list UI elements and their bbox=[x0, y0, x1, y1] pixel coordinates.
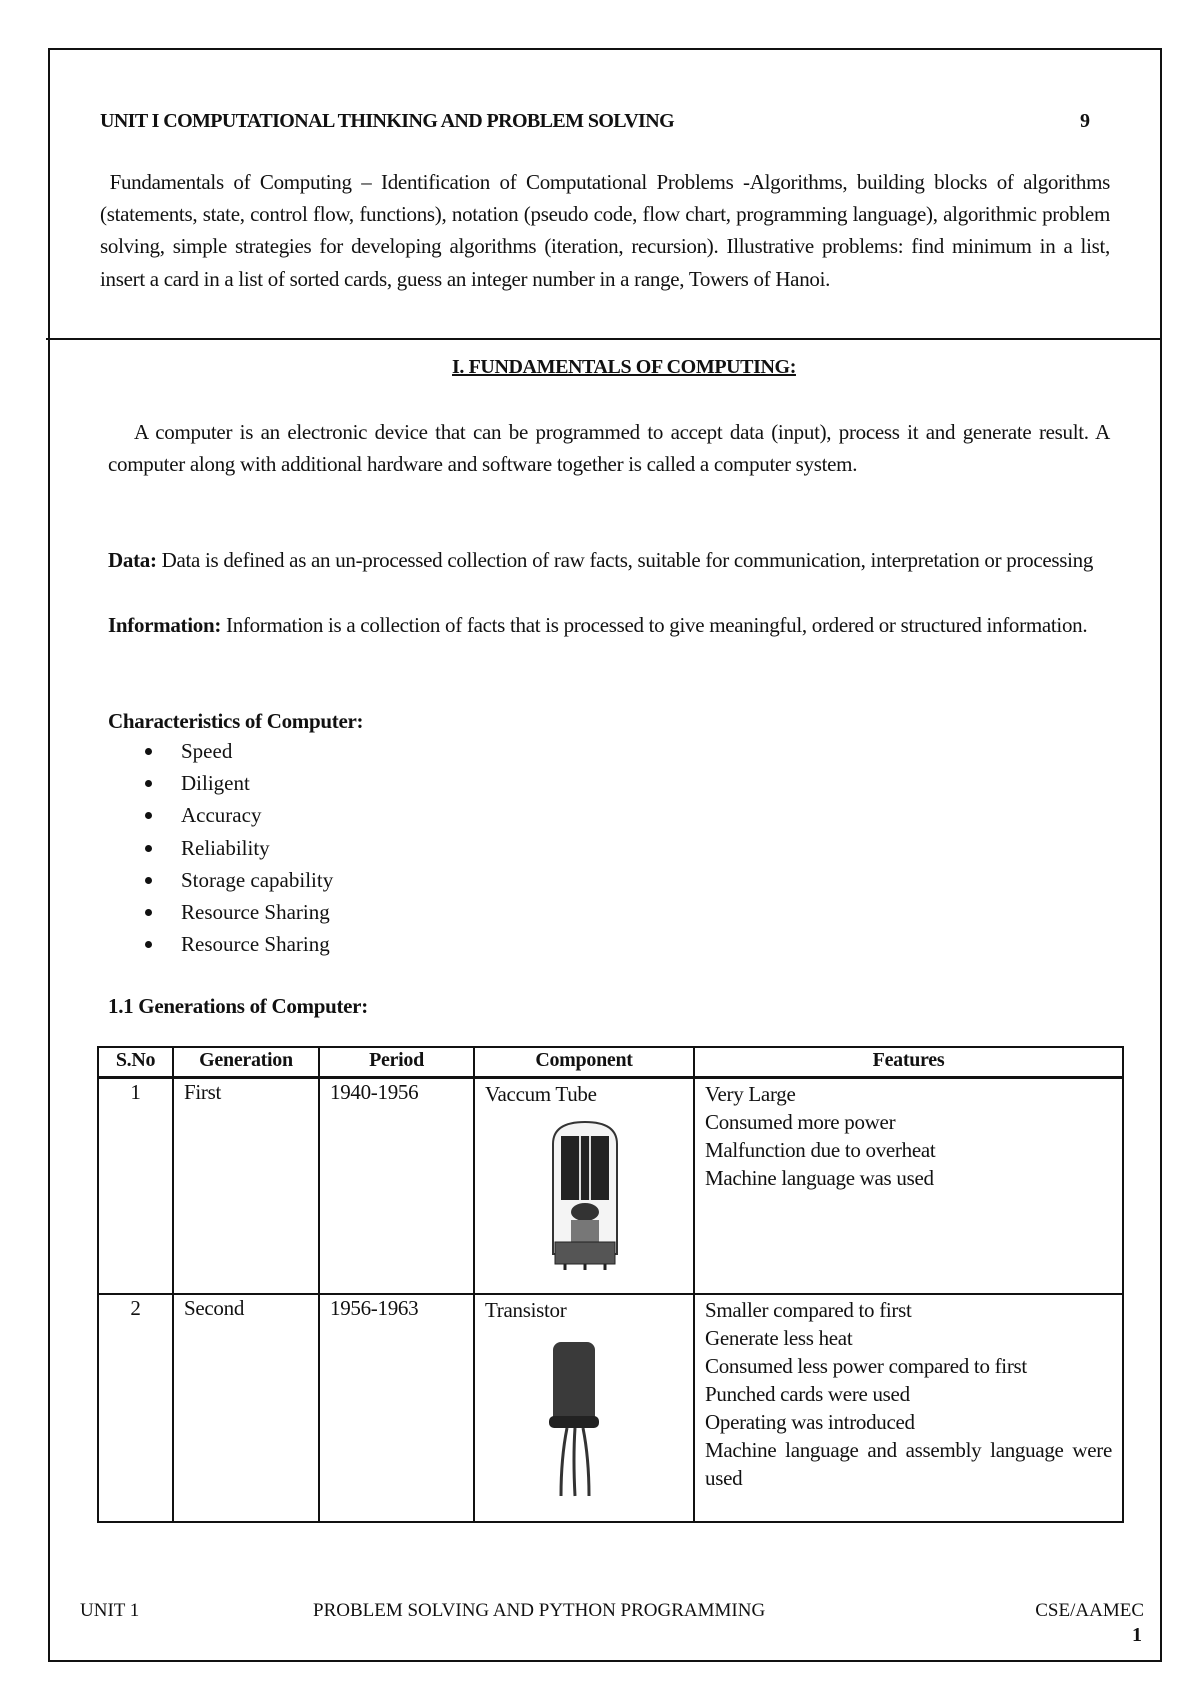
cell-features bbox=[694, 1078, 1123, 1294]
feature-line: Smaller compared to first bbox=[705, 1297, 912, 1322]
syllabus-text: Fundamentals of Computing – Identification of Computational Problems -Algorithms, building blocks of algorithms (statements, state, control flow, functions), notation (pseudo code, flow chart, programming language), algorithmic problem solving, simple strategies for developing algorithms (iteration, recursion). Illustrative problems: find minimum in a list, insert a card in a list of sorted cards, guess an integer number in a range, Towers of Hanoi. bbox=[100, 170, 1111, 291]
header-divider bbox=[46, 338, 1162, 340]
list-item: Resource Sharing bbox=[145, 896, 333, 928]
feature-line: Consumed less power compared to first bbox=[705, 1353, 1027, 1378]
component-name: Transistor bbox=[485, 1297, 567, 1322]
list-item: Accuracy bbox=[145, 799, 333, 831]
characteristics-list bbox=[145, 735, 333, 960]
cell-component bbox=[474, 1078, 694, 1294]
characteristics-heading: Characteristics of Computer: bbox=[108, 709, 364, 733]
information-text: Information is a collection of facts that is processed to give meaningful, ordered or structured information. bbox=[221, 613, 1088, 637]
unit-title: UNIT I COMPUTATIONAL THINKING AND PROBLEM SOLVING bbox=[100, 110, 675, 132]
cell-period: 1940-1956 bbox=[319, 1078, 474, 1294]
vacuum-tube-image bbox=[525, 1114, 645, 1274]
column-header: Period bbox=[319, 1047, 474, 1078]
data-label: Data: bbox=[108, 548, 157, 572]
data-text: Data is defined as an un-processed collection of raw facts, suitable for communication, interpretation or processing bbox=[156, 548, 1094, 572]
cell-generation: Second bbox=[173, 1294, 319, 1522]
generations-table bbox=[97, 1046, 1124, 1523]
feature-line: Operating was introduced bbox=[705, 1409, 915, 1434]
intro-paragraph: A computer is an electronic device that can be programmed to accept data (input), process it and generate result. A computer along with additional hardware and software together is called a computer system. bbox=[108, 420, 1110, 476]
unit-hours: 9 bbox=[1080, 110, 1090, 132]
cell-period: 1956-1963 bbox=[319, 1294, 474, 1522]
information-definition bbox=[108, 609, 1110, 641]
column-header: Generation bbox=[173, 1047, 319, 1078]
information-label: Information: bbox=[108, 613, 222, 637]
generations-heading: 1.1 Generations of Computer: bbox=[108, 994, 368, 1018]
component-name: Vaccum Tube bbox=[485, 1082, 597, 1106]
footer-unit: UNIT 1 bbox=[80, 1600, 140, 1621]
feature-line: Machine language and assembly language were used bbox=[705, 1437, 1112, 1490]
table-header-row bbox=[98, 1047, 1123, 1078]
list-item: Diligent bbox=[145, 767, 333, 799]
section-heading: I. FUNDAMENTALS OF COMPUTING: bbox=[452, 356, 796, 378]
cell-generation: First bbox=[173, 1078, 319, 1294]
list-item: Resource Sharing bbox=[145, 928, 333, 960]
feature-line: Generate less heat bbox=[705, 1325, 853, 1350]
footer-course: PROBLEM SOLVING AND PYTHON PROGRAMMING bbox=[313, 1600, 766, 1621]
syllabus-paragraph bbox=[100, 166, 1110, 295]
table-row bbox=[98, 1294, 1123, 1522]
data-definition bbox=[108, 544, 1110, 576]
footer-dept: CSE/AAMEC bbox=[1035, 1600, 1144, 1621]
cell-sno: 2 bbox=[98, 1294, 173, 1522]
column-header: Component bbox=[474, 1047, 694, 1078]
feature-line: Consumed more power bbox=[705, 1110, 896, 1134]
table-row bbox=[98, 1078, 1123, 1294]
feature-line: Machine language was used bbox=[705, 1166, 934, 1190]
list-item: Storage capability bbox=[145, 864, 333, 896]
transistor-image bbox=[515, 1328, 635, 1498]
page-number: 1 bbox=[1132, 1624, 1142, 1646]
feature-line: Very Large bbox=[705, 1082, 796, 1106]
cell-features bbox=[694, 1294, 1123, 1522]
feature-line: Punched cards were used bbox=[705, 1381, 910, 1406]
cell-sno: 1 bbox=[98, 1078, 173, 1294]
list-item: Speed bbox=[145, 735, 333, 767]
column-header: Features bbox=[694, 1047, 1123, 1078]
list-item: Reliability bbox=[145, 832, 333, 864]
cell-component bbox=[474, 1294, 694, 1522]
column-header: S.No bbox=[98, 1047, 173, 1078]
feature-line: Malfunction due to overheat bbox=[705, 1138, 936, 1162]
